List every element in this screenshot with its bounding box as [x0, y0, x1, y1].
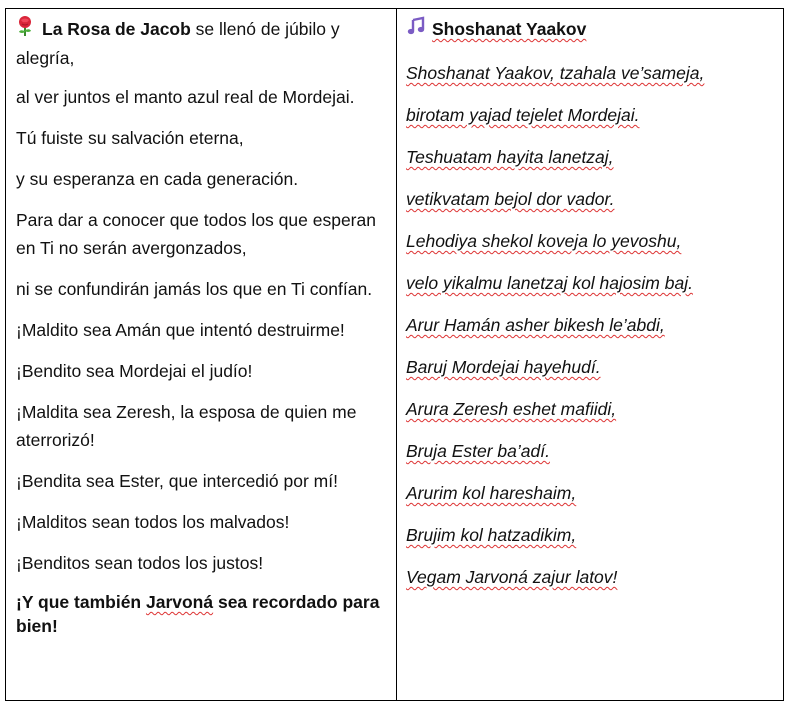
transliteration-line: Lehodiya shekol koveja lo yevoshu,: [406, 231, 682, 251]
transliteration-column: [397, 9, 783, 700]
spanish-final-line: ¡Y que también Jarvoná sea recordado para bien!: [16, 592, 380, 636]
transliteration-line: Vegam Jarvoná zajur latov!: [406, 567, 618, 587]
spanish-line: ¡Bendito sea Mordejai el judío!: [16, 361, 253, 381]
transliteration-line: Baruj Mordejai hayehudí.: [406, 357, 601, 377]
spanish-line: ¡Malditos sean todos los malvados!: [16, 512, 290, 532]
transliteration-line: Arur Hamán asher bikesh le’abdi,: [406, 315, 665, 335]
transliteration-line: birotam yajad tejelet Mordejai.: [406, 105, 640, 125]
spanish-line: ¡Maldito sea Amán que intentó destruirme!: [16, 320, 345, 340]
transliteration-line: vetikvatam bejol dor vador.: [406, 189, 615, 209]
spanish-column: [6, 9, 397, 700]
transliteration-title: Shoshanat Yaakov: [432, 19, 587, 39]
spanish-line: ni se confundirán jamás los que en Ti confían.: [16, 279, 373, 299]
spanish-line: y su esperanza en cada generación.: [16, 169, 299, 189]
transliteration-line: Shoshanat Yaakov, tzahala ve’sameja,: [406, 63, 705, 83]
transliteration-line: Brujim kol hatzadikim,: [406, 525, 577, 545]
spanish-line: Tú fuiste su salvación eterna,: [16, 128, 244, 148]
spanish-line: al ver juntos el manto azul real de Mordejai.: [16, 87, 355, 107]
spanish-title-rest: se llenó de júbilo y alegría,: [16, 19, 340, 68]
spanish-title: La Rosa de Jacob: [42, 19, 191, 39]
transliteration-heading: [406, 15, 773, 44]
lyrics-table: [5, 8, 784, 701]
spanish-line: ¡Benditos sean todos los justos!: [16, 553, 264, 573]
spanish-line: ¡Bendita sea Ester, que intercedió por mí!: [16, 471, 338, 491]
spellcheck-word: Jarvoná: [145, 592, 214, 612]
spanish-line: Para dar a conocer que todos los que esperan en Ti no serán avergonzados,: [16, 210, 376, 258]
transliteration-line: Arura Zeresh eshet mafiidi,: [406, 399, 617, 419]
transliteration-line: Arurim kol hareshaim,: [406, 483, 577, 503]
transliteration-line: velo yikalmu lanetzaj kol hajosim baj.: [406, 273, 693, 293]
transliteration-line: Teshuatam hayita lanetzaj,: [406, 147, 614, 167]
music-note-icon: [406, 16, 426, 44]
spanish-line: ¡Maldita sea Zeresh, la esposa de quien me aterrorizó!: [16, 402, 357, 450]
spanish-heading: [16, 15, 386, 72]
transliteration-line: Bruja Ester ba’adí.: [406, 441, 550, 461]
rose-icon: [16, 16, 36, 44]
